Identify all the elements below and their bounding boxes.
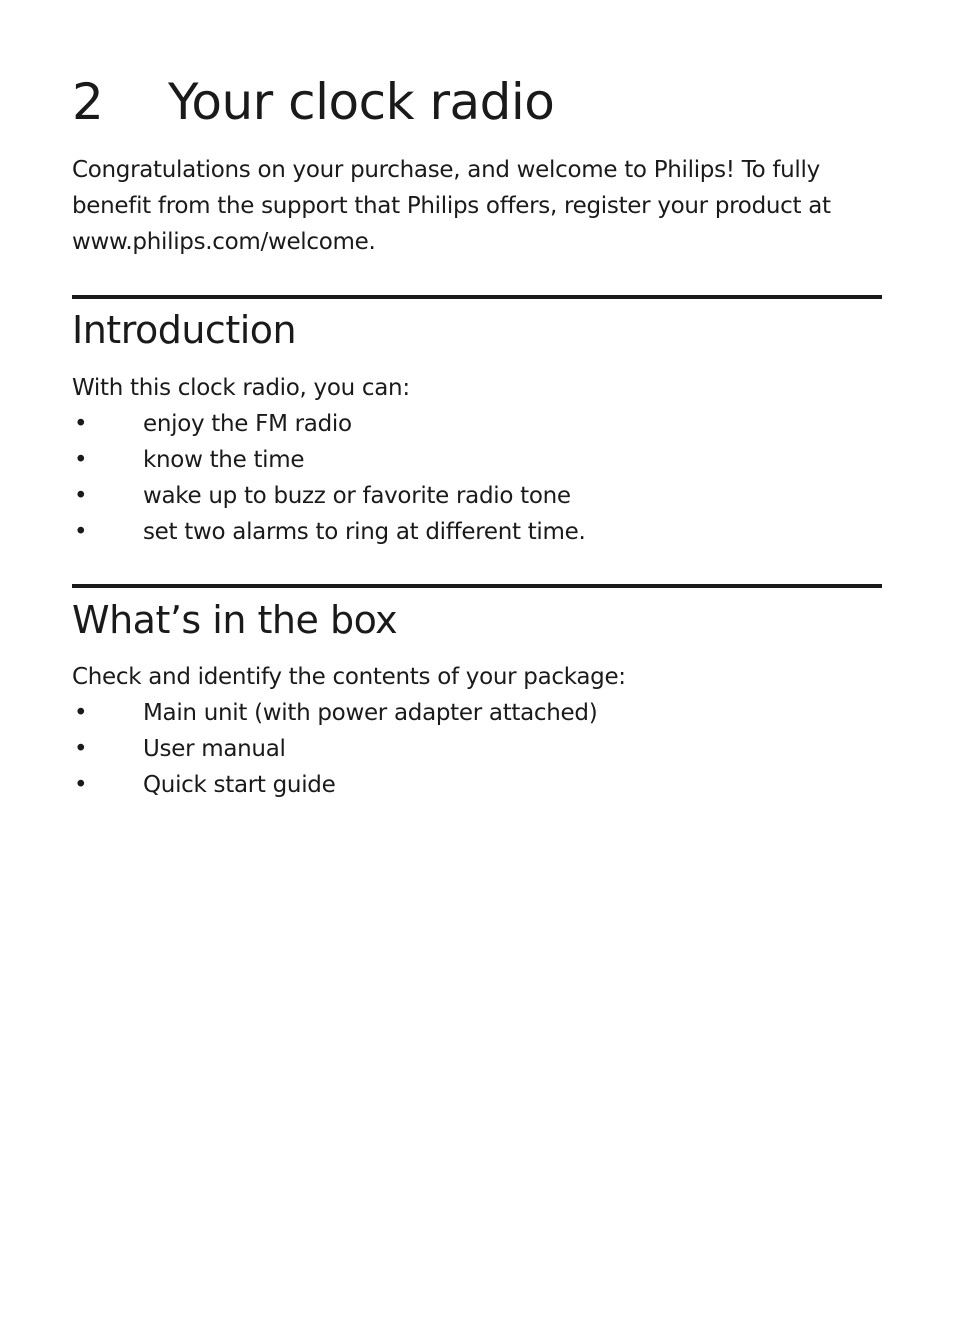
section-lead-whats-in-the-box: Check and identify the contents of your package: [72, 664, 626, 690]
bullet-icon: • [74, 411, 88, 437]
list-item-text: enjoy the FM radio [143, 411, 352, 437]
list-item-text: wake up to buzz or favorite radio tone [143, 483, 571, 509]
section-body-introduction [72, 370, 882, 550]
section-lead-introduction: With this clock radio, you can: [72, 375, 410, 401]
bullet-icon: • [74, 519, 88, 545]
list-item-text: set two alarms to ring at different time. [143, 519, 586, 545]
feature-list [72, 406, 882, 550]
list-item [72, 731, 882, 767]
list-item [72, 514, 882, 550]
bullet-icon: • [74, 772, 88, 798]
list-item [72, 695, 882, 731]
section-divider-introduction [72, 295, 882, 299]
list-item [72, 478, 882, 514]
list-item-text: know the time [143, 447, 305, 473]
chapter-heading [72, 70, 554, 134]
bullet-icon: • [74, 483, 88, 509]
bullet-icon: • [74, 447, 88, 473]
chapter-title: Your clock radio [168, 73, 555, 131]
bullet-icon: • [74, 736, 88, 762]
box-contents-list [72, 695, 882, 803]
section-title-whats-in-the-box: What’s in the box [72, 598, 398, 642]
section-divider-whats-in-the-box [72, 584, 882, 588]
bullet-icon: • [74, 700, 88, 726]
section-title-introduction: Introduction [72, 308, 297, 352]
list-item [72, 767, 882, 803]
list-item [72, 406, 882, 442]
list-item [72, 442, 882, 478]
list-item-text: Quick start guide [143, 772, 336, 798]
chapter-number: 2 [72, 73, 104, 131]
section-body-whats-in-the-box [72, 659, 882, 803]
list-item-text: User manual [143, 736, 286, 762]
intro-paragraph: Congratulations on your purchase, and welcome to Philips! To fully benefit from the support that Philips offers, register your product at www.philips.com/welcome. [72, 157, 831, 255]
list-item-text: Main unit (with power adapter attached) [143, 700, 598, 726]
